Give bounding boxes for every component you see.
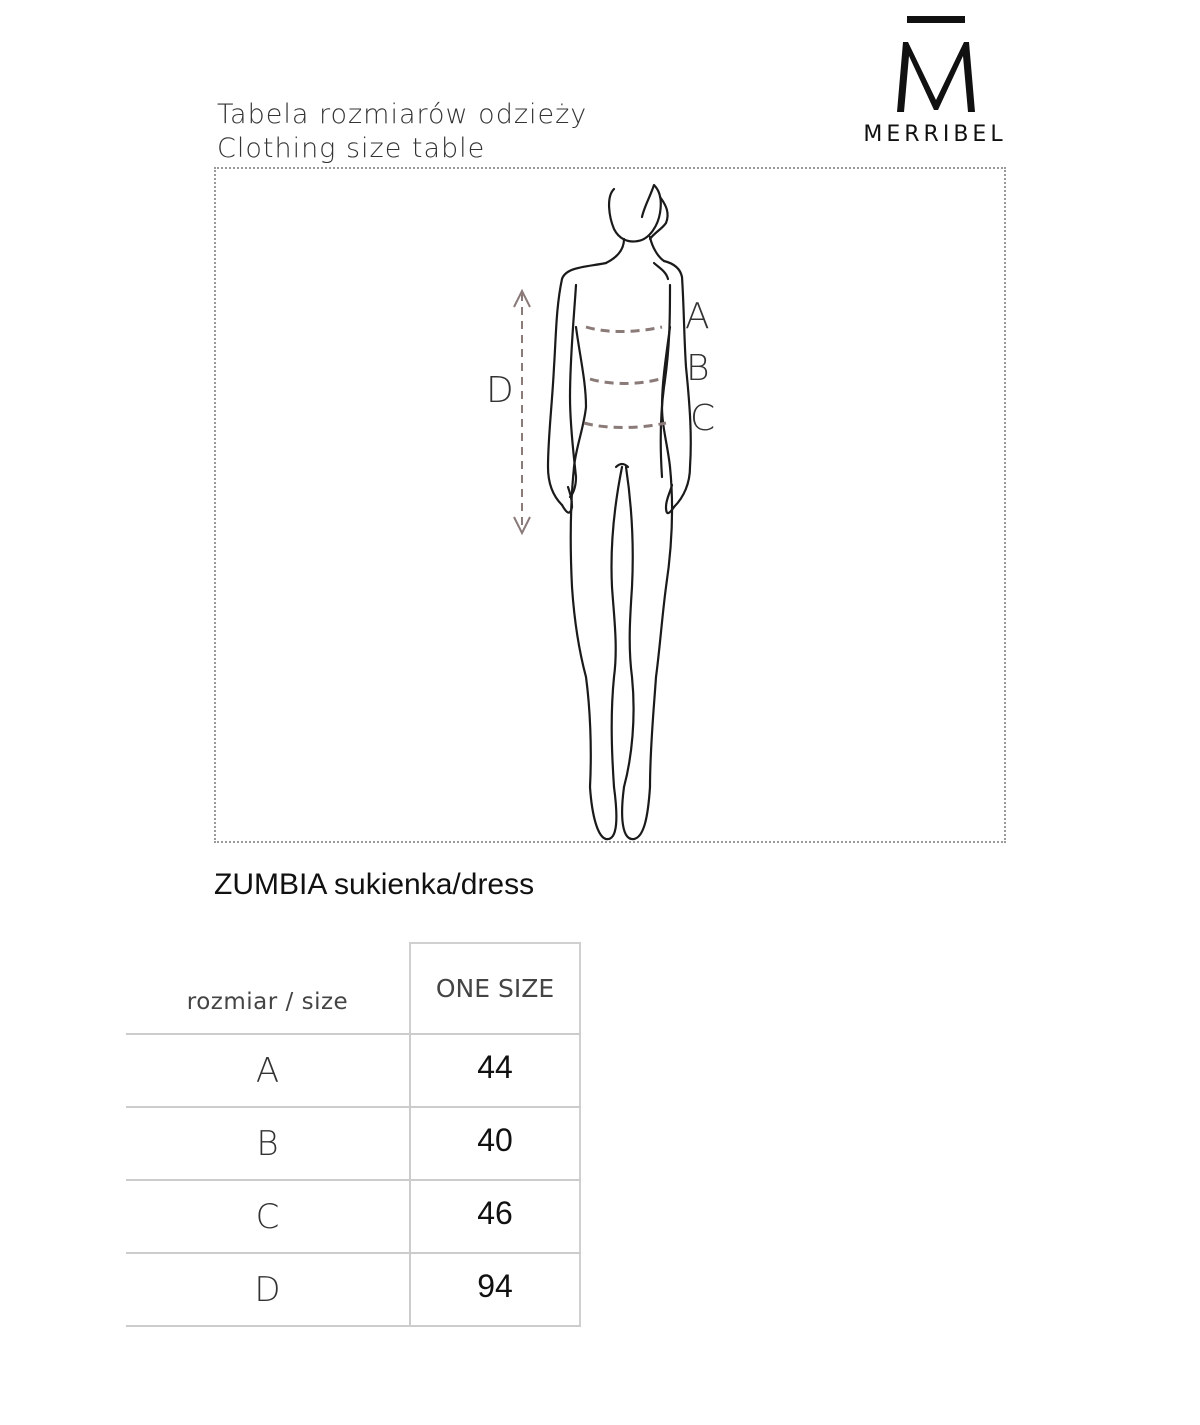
table-row	[126, 1107, 580, 1180]
merribel-logo-icon	[891, 12, 981, 117]
row-value: 44	[410, 1034, 580, 1107]
row-value: 46	[410, 1180, 580, 1253]
table-row	[126, 1034, 580, 1107]
product-title: ZUMBIA sukienka/dress	[214, 868, 535, 901]
row-value: 40	[410, 1107, 580, 1180]
measurement-label-c: C	[690, 398, 716, 439]
measurement-label-d: D	[486, 370, 514, 411]
row-value: 94	[410, 1253, 580, 1326]
table-row	[126, 1180, 580, 1253]
size-table	[126, 942, 581, 1327]
measurement-label-b: B	[686, 348, 710, 389]
title-english: Clothing size table	[217, 133, 486, 164]
body-outline-icon	[214, 167, 1006, 843]
row-label: C	[126, 1180, 410, 1253]
header-size-label: rozmiar / size	[126, 943, 410, 1034]
title-polish: Tabela rozmiarów odzieży	[217, 99, 588, 130]
table-header-row	[126, 943, 580, 1034]
row-label: A	[126, 1034, 410, 1107]
table-row	[126, 1253, 580, 1326]
row-label: D	[126, 1253, 410, 1326]
brand-name: MERRIBEL	[863, 122, 1007, 147]
row-label: B	[126, 1107, 410, 1180]
page-title	[217, 98, 587, 166]
measurement-label-a: A	[685, 296, 710, 337]
brand-logo	[855, 12, 1015, 152]
header-one-size: ONE SIZE	[410, 943, 580, 1034]
